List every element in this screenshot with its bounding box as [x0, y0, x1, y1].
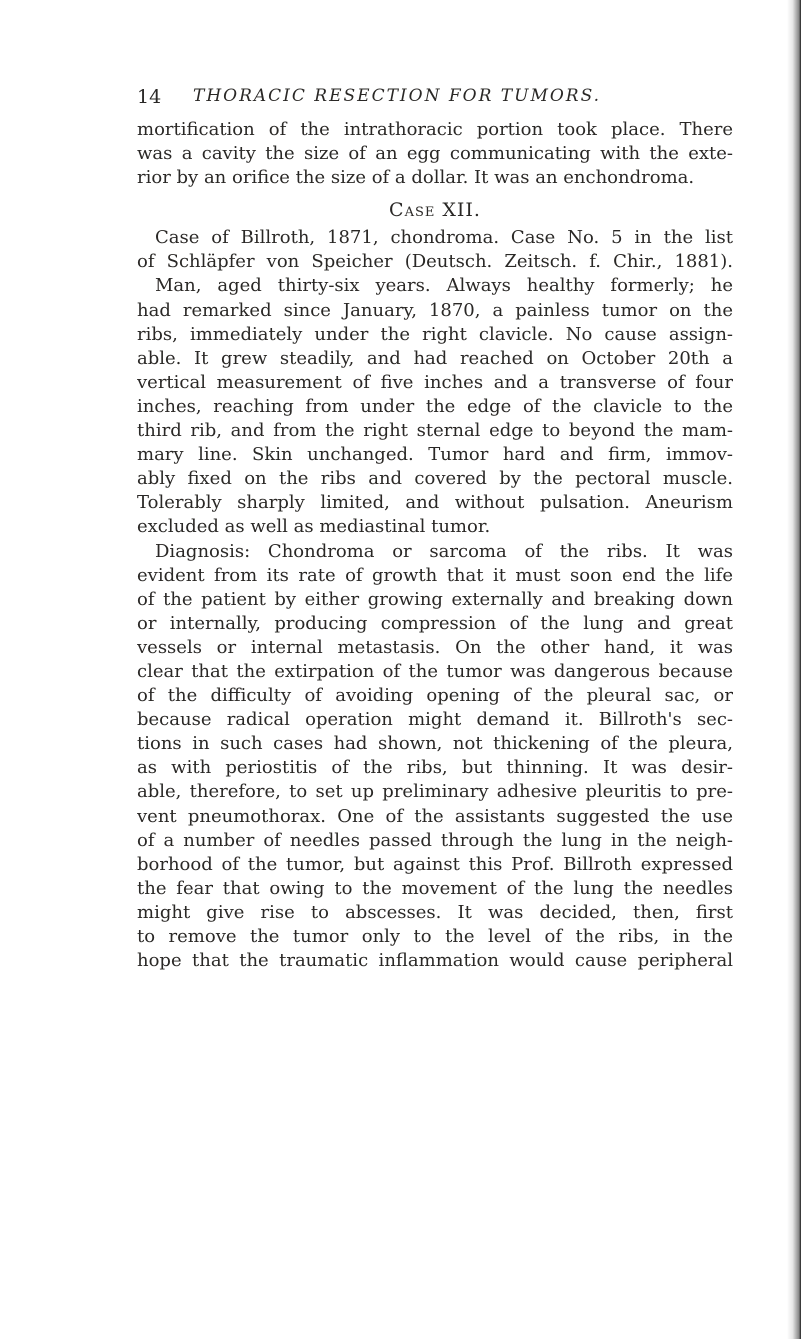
text-line: to remove the tumor only to the level of the ribs, in the: [137, 926, 733, 947]
text-line: excluded as well as mediastinal tumor.: [137, 516, 491, 538]
running-head: [137, 86, 737, 114]
text-line: because radical operation might demand it. Billroth's sec-: [137, 709, 733, 731]
text-line: had remarked since January, 1870, a painless tumor on the: [137, 299, 733, 321]
text-line: of the patient by either growing externally and breaking down: [137, 588, 733, 610]
text-line: vent pneumothorax. One of the assistants suggested the use: [137, 805, 733, 827]
text-line: or internally, producing compression of the lung and great: [137, 612, 733, 634]
text-line: inches, reaching from under the edge of the clavicle to the: [137, 395, 733, 417]
case-paragraph: [137, 226, 733, 539]
text-line: mary line. Skin unchanged. Tumor hard and firm, immov-: [137, 444, 733, 466]
diagnosis-paragraph: [137, 540, 733, 974]
text-line: vertical measurement of five inches and a transverse of four: [137, 371, 733, 393]
text-line: the fear that owing to the movement of the lung the needles: [137, 877, 733, 899]
text-line: Tolerably sharply limited, and without pulsation. Aneurism: [137, 492, 733, 514]
text-line: evident from its rate of growth that it must soon end the life: [137, 564, 733, 586]
text-line: Diagnosis: Chondroma or sarcoma of the ribs. It was: [155, 540, 733, 562]
text-line: tions in such cases had shown, not thickening of the pleura,: [137, 733, 733, 755]
text-line: Case of Billroth, 1871, chondroma. Case No. 5 in the list: [155, 227, 733, 249]
text-line: mortification of the intrathoracic portion took place. There: [137, 119, 733, 140]
text-line: of the difficulty of avoiding opening of the pleural sac, or: [137, 685, 733, 707]
text-line: ribs, immediately under the right clavicle. No cause assign-: [137, 323, 733, 345]
text-line: might give rise to abscesses. It was decided, then, first: [137, 901, 733, 923]
intro-paragraph: [137, 118, 733, 190]
page-number: 14: [137, 86, 162, 108]
running-title: THORACIC RESECTION FOR TUMORS.: [193, 86, 602, 106]
body-text: [137, 118, 733, 973]
text-line: of a number of needles passed through the lung in the neigh-: [137, 829, 733, 851]
text-line: third rib, and from the right sternal edge to beyond the mam-: [137, 420, 733, 442]
text-line: clear that the extirpation of the tumor was dangerous because: [137, 660, 733, 682]
text-line: ably fixed on the ribs and covered by the pectoral muscle.: [137, 468, 733, 490]
text-line: vessels or internal metastasis. On the other hand, it was: [137, 636, 733, 658]
page-edge-shadow: [787, 0, 801, 1339]
text-line: as with periostitis of the ribs, but thinning. It was desir-: [137, 757, 733, 779]
text-line: borhood of the tumor, but against this Prof. Billroth expressed: [137, 853, 733, 875]
text-line: of Schläpfer von Speicher (Deutsch. Zeitsch. f. Chir., 1881).: [137, 251, 733, 273]
text-line: able. It grew steadily, and had reached on October 20th a: [137, 347, 733, 369]
case-heading: Case XII.: [389, 199, 481, 222]
text-line: rior by an orifice the size of a dollar. It was an enchondroma.: [137, 167, 695, 189]
text-line: hope that the traumatic inflammation would cause peripheral: [137, 950, 733, 972]
text-line: able, therefore, to set up preliminary adhesive pleuritis to pre-: [137, 781, 733, 803]
text-line: Man, aged thirty-six years. Always healthy formerly; he: [155, 275, 733, 297]
text-line: was a cavity the size of an egg communicating with the exte-: [137, 143, 733, 165]
